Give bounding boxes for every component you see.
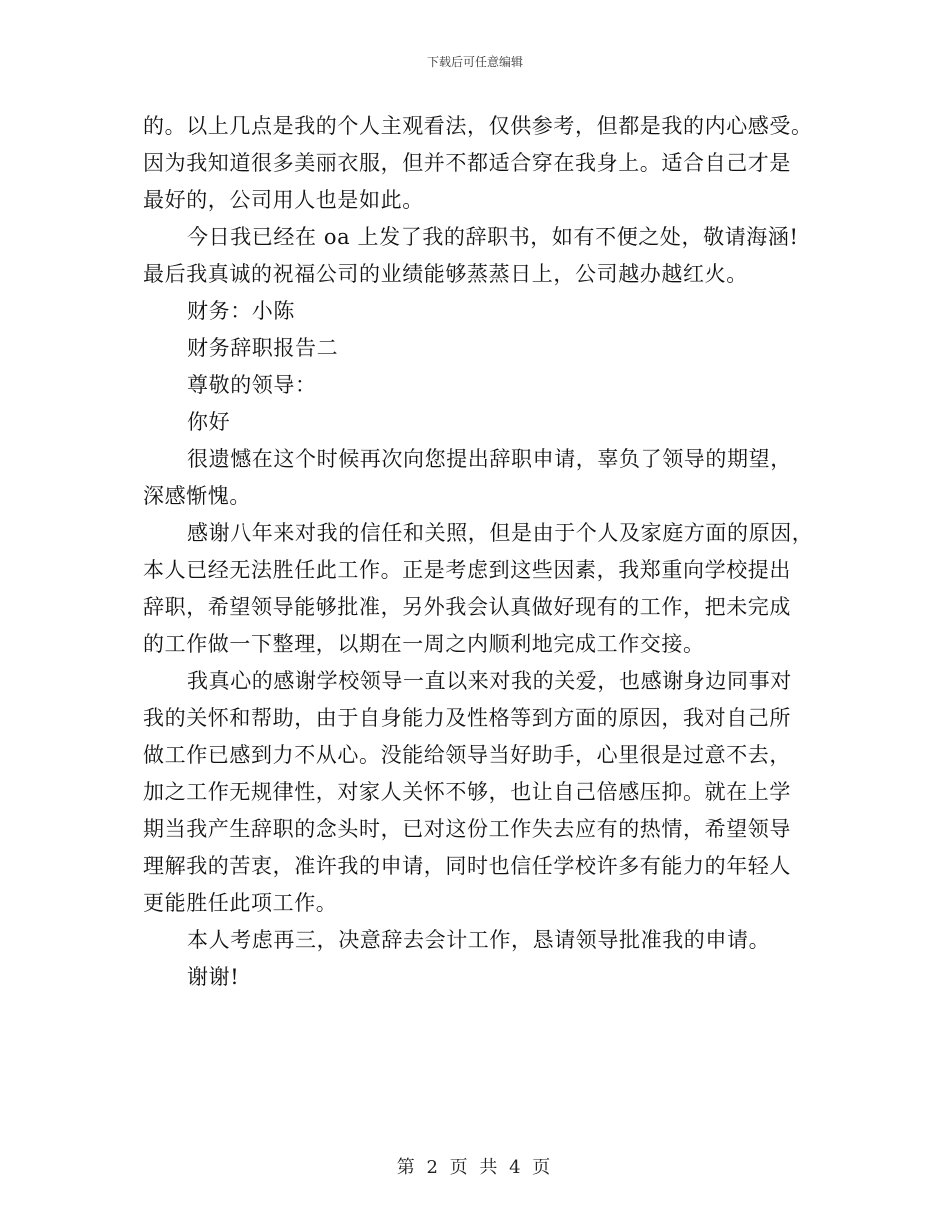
paragraph-line: 我真心的感谢学校领导一直以来对我的关爱，也感谢身边同事对: [187, 669, 792, 693]
document-body: [143, 108, 813, 996]
paragraph-line: 辞职，希望领导能够批准，另外我会认真做好现有的工作，把未完成: [143, 595, 791, 619]
greeting: 你好: [187, 410, 231, 434]
paragraph-line: 本人已经无法胜任此工作。正是考虑到这些因素，我郑重向学校提出: [143, 558, 791, 582]
paragraph-line: 深感惭愧。: [143, 484, 251, 508]
paragraph-line: 的工作做一下整理，以期在一周之内顺利地完成工作交接。: [143, 632, 705, 656]
page-number: 第 2 页 共 4 页: [396, 1157, 554, 1178]
paragraph-line: 理解我的苦衷，准许我的申请，同时也信任学校许多有能力的年轻人: [143, 854, 791, 878]
paragraph-line: 加之工作无规律性，对家人关怀不够，也让自己倍感压抑。就在上学: [143, 780, 791, 804]
page-header: 下载后可任意编辑: [426, 55, 523, 69]
paragraph-line: 最好的，公司用人也是如此。: [143, 188, 424, 212]
section-title: 财务辞职报告二: [187, 336, 339, 360]
paragraph-line: 做工作已感到力不从心。没能给领导当好助手，心里很是过意不去，: [143, 743, 791, 767]
paragraph-line: 期当我产生辞职的念头时，已对这份工作失去应有的热情，希望领导: [143, 817, 791, 841]
paragraph-line: 的。以上几点是我的个人主观看法，仅供参考，但都是我的内心感受。: [143, 114, 813, 138]
paragraph-line: 更能胜任此项工作。: [143, 891, 338, 915]
paragraph-line: 很遗憾在这个时候再次向您提出辞职申请，辜负了领导的期望，: [187, 447, 792, 471]
signature-line: 财务：小陈: [187, 299, 295, 323]
paragraph-line: 我的关怀和帮助，由于自身能力及性格等到方面的原因，我对自己所: [143, 706, 791, 730]
closing-line: 谢谢!: [187, 965, 240, 989]
paragraph-line: 感谢八年来对我的信任和关照，但是由于个人及家庭方面的原因，: [187, 521, 814, 545]
paragraph-line: 最后我真诚的祝福公司的业绩能够蒸蒸日上，公司越办越红火。: [143, 262, 748, 286]
paragraph-line: 今日我已经在 oa 上发了我的辞职书，如有不便之处，敬请海涵!: [187, 225, 799, 249]
paragraph-line: 因为我知道很多美丽衣服，但并不都适合穿在我身上。适合自己才是: [143, 151, 791, 175]
paragraph-line: 本人考虑再三，决意辞去会计工作，恳请领导批准我的申请。: [187, 928, 771, 952]
salutation: 尊敬的领导：: [187, 373, 317, 397]
